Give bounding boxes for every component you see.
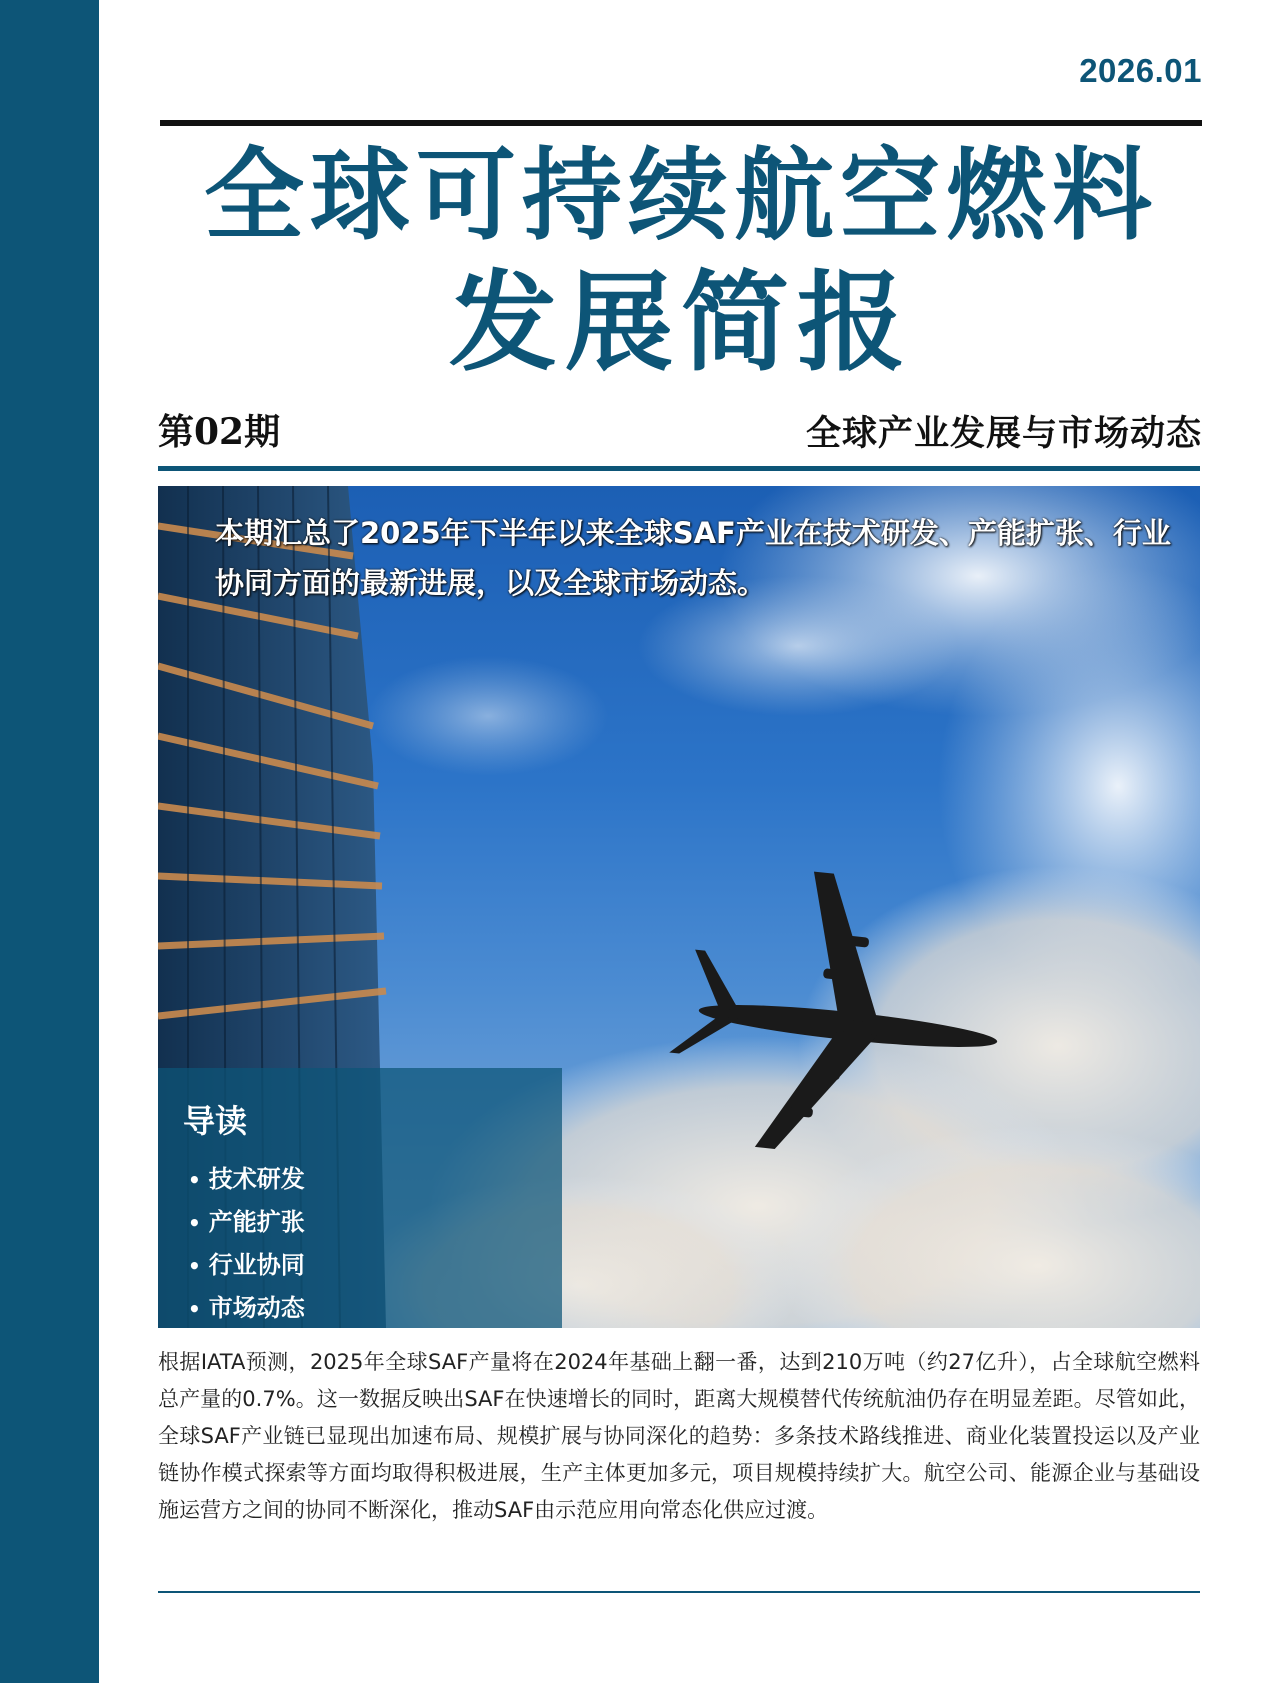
top-divider (160, 120, 1202, 126)
guide-item-market: • 市场动态 (188, 1287, 305, 1328)
page-title-line-1: 全球可持续航空燃料 (204, 137, 1158, 254)
hero-summary: 本期汇总了2025年下半年以来全球SAF产业在技术研发、产能扩张、行业协同方面的最新进展，以及全球市场动态。 (215, 516, 1171, 600)
bottom-divider (158, 1591, 1200, 1593)
intro-paragraph: 根据IATA预测，2025年全球SAF产量将在2024年基础上翻一番，达到210万吨（约27亿升），占全球航空燃料总产量的0.7%。这一数据反映出SAF在快速增长的同时，距离大规模替代传统航油仍存在明显差距。尽管如此，全球SAF产业链已显现出加速布局、规模扩展与协同深化的趋势：多条技术路线推进、商业化装置投运以及产业链协作模式探索等方面均取得积极进展，生产主体更加多元，项目规模持续扩大。航空公司、能源企业与基础设施运营方之间的协同不断深化，推动SAF由示范应用向常态化供应过渡。 (158, 1350, 1200, 1522)
guide-title: 导读 (183, 1102, 248, 1140)
hero-image (158, 486, 1200, 1328)
page-title-line-2: 发展简报 (448, 261, 913, 386)
guide-item-tech: • 技术研发 (188, 1158, 305, 1201)
guide-panel (158, 1068, 562, 1328)
subtitle-divider (158, 466, 1200, 471)
guide-item-capacity: • 产能扩张 (188, 1201, 305, 1244)
page-subtitle: 全球产业发展与市场动态 (805, 413, 1202, 454)
guide-item-collab: • 行业协同 (188, 1244, 305, 1287)
guide-list (188, 1158, 305, 1328)
left-accent-bar (0, 0, 99, 1683)
issue-date: 2026.01 (1079, 52, 1202, 89)
issue-number: 第02期 (158, 411, 281, 453)
